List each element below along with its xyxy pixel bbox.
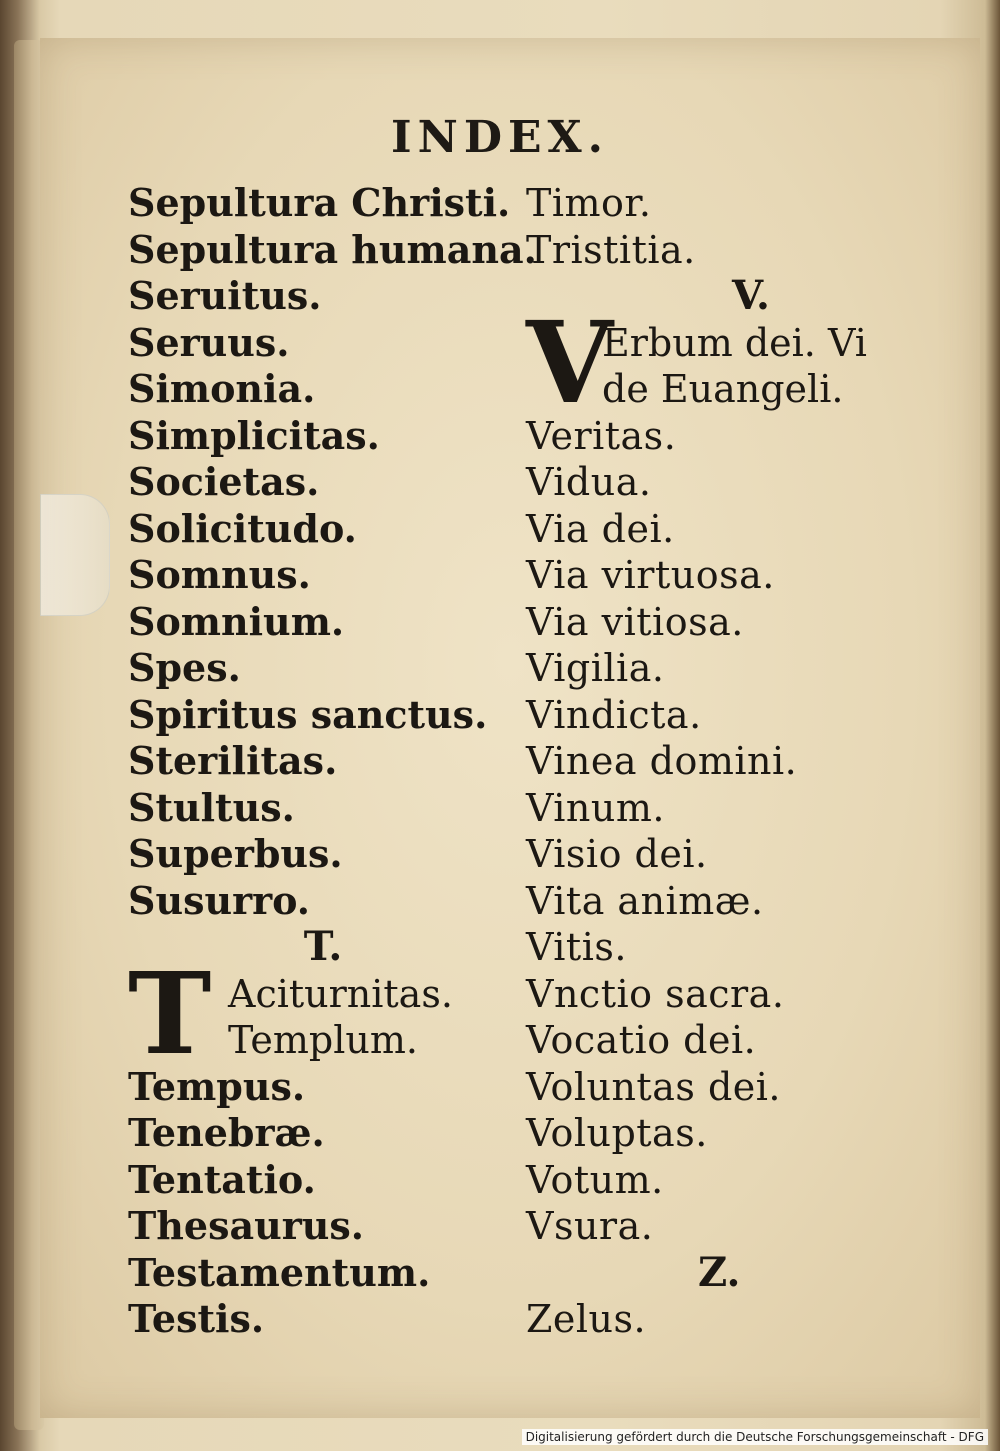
index-entry: Sepultura Christi. <box>128 180 511 225</box>
index-entry: Somnium. <box>128 598 345 644</box>
index-entry: Templum. <box>228 1017 418 1062</box>
index-entry: de Euangeli. <box>602 366 844 411</box>
dropcap-block-t <box>128 948 518 1080</box>
index-entry: Seruitus. <box>128 273 322 318</box>
index-entry: Solicitudo. <box>128 505 357 551</box>
index-entry: Vnctio sacra. <box>526 971 785 1016</box>
index-column-right <box>526 180 946 1343</box>
index-entry: Via vitiosa. <box>526 599 744 644</box>
index-entry: Voluptas. <box>526 1111 708 1155</box>
index-entry: Veritas. <box>526 413 677 458</box>
index-entry: Thesaurus. <box>128 1203 364 1248</box>
index-entry: Societas. <box>128 459 320 504</box>
index-entry: Susurro. <box>128 877 311 923</box>
index-entry: Testamentum. <box>128 1249 431 1295</box>
index-entry: Visio dei. <box>526 832 708 876</box>
index-entry: Sterilitas. <box>128 738 338 783</box>
section-letter-z: Z. <box>698 1248 741 1296</box>
index-entry: Testis. <box>128 1296 265 1341</box>
index-entry: Tempus. <box>128 1063 306 1109</box>
index-entry: Spiritus sanctus. <box>128 691 488 737</box>
index-entry: Vitis. <box>526 925 627 969</box>
plastic-clip <box>40 494 110 616</box>
index-entry: Zelus. <box>526 1297 647 1341</box>
section-letter-t: T. <box>303 923 343 970</box>
index-entry: Vidua. <box>526 460 652 504</box>
index-entry: Vinum. <box>526 785 665 830</box>
section-letter-v: V. <box>732 272 770 319</box>
index-entry: Vinea domini. <box>526 739 798 783</box>
index-entry: Votum. <box>526 1157 664 1202</box>
index-entry: Simplicitas. <box>128 412 380 458</box>
digitization-credit: Digitalisierung gefördert durch die Deutsche Forschungsgemeinschaft - DFG <box>522 1429 988 1445</box>
index-entry: Simonia. <box>128 366 316 411</box>
index-entry: Spes. <box>128 645 241 690</box>
index-entry: Vigilia. <box>526 646 665 690</box>
index-entry: Seruus. <box>128 319 290 365</box>
dropcap-block-v <box>526 297 946 429</box>
index-entry: Vindicta. <box>526 692 702 737</box>
index-entry: Tristitia. <box>526 227 696 272</box>
index-column-left <box>128 180 537 1343</box>
index-entry: Via dei. <box>526 506 675 551</box>
index-entry: Superbus. <box>128 831 343 876</box>
index-entry: Vocatio dei. <box>526 1018 757 1062</box>
index-entry: Aciturnitas. <box>228 971 453 1016</box>
index-entry: Erbum dei. Vi <box>602 320 867 365</box>
index-entry: Somnus. <box>128 552 311 597</box>
index-entry: Stultus. <box>128 784 295 830</box>
index-entry: Timor. <box>526 181 652 225</box>
index-entry: Tentatio. <box>128 1156 316 1202</box>
drop-cap-letter: T <box>128 948 212 1080</box>
drop-cap-letter: V <box>526 297 613 429</box>
index-entry: Via virtuosa. <box>526 553 775 597</box>
index-entry: Vita animæ. <box>526 878 764 923</box>
index-entry: Voluntas dei. <box>526 1064 781 1109</box>
page-heading: INDEX. <box>391 112 609 163</box>
index-entry: Vsura. <box>526 1204 654 1248</box>
index-entry: Sepultura humana. <box>128 226 537 272</box>
index-entry: Tenebræ. <box>128 1110 325 1155</box>
